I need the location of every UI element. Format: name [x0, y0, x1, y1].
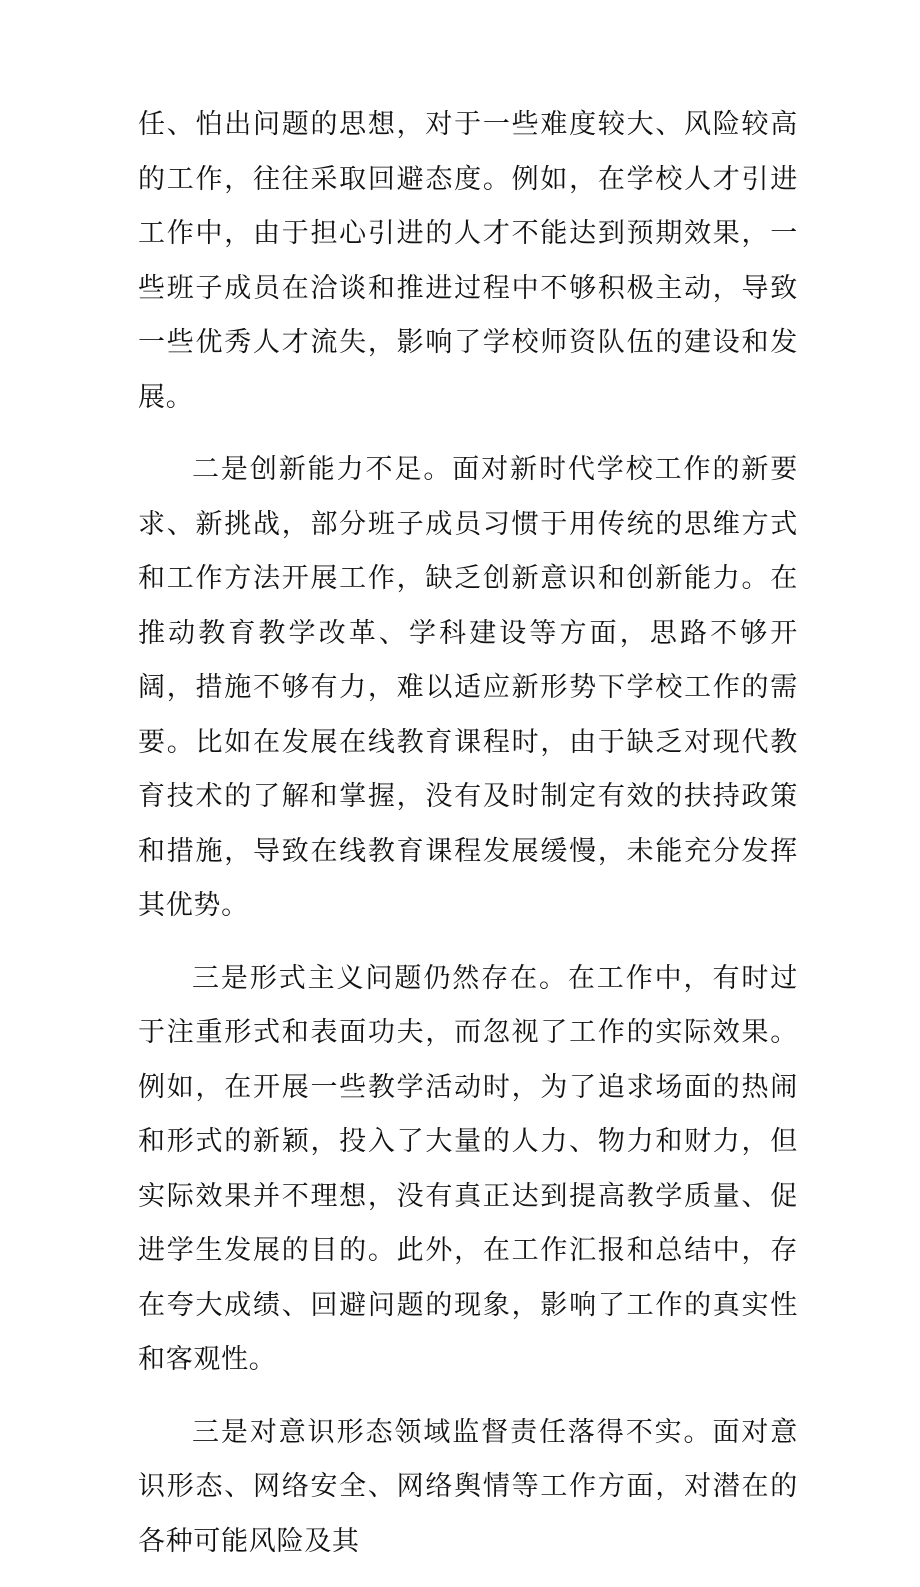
paragraph-formalism: 三是形式主义问题仍然存在。在工作中，有时过于注重形式和表面功夫，而忽视了工作的实际效果。例如，在开展一些教学活动时，为了追求场面的热闹和形式的新颖，投入了大量的人力、物力和财力，但实际效果并不理想，没有真正达到提高教学质量、促进学生发展的目的。此外，在工作汇报和总结中，存在夸大成绩、回避问题的现象，影响了工作的真实性和客观性。 — [138, 962, 798, 1375]
paragraph-innovation-ability: 二是创新能力不足。面对新时代学校工作的新要求、新挑战，部分班子成员习惯于用传统的思维方式和工作方法开展工作，缺乏创新意识和创新能力。在推动教育教学改革、学科建设等方面，思路不够开阔，措施不够有力，难以适应新形势下学校工作的需要。比如在发展在线教育课程时，由于缺乏对现代教育技术的了解和掌握，没有及时制定有效的扶持政策和措施，导致在线教育课程发展缓慢，未能充分发挥其优势。 — [138, 454, 798, 921]
document-body — [138, 98, 798, 1587]
paragraph-ideology-supervision: 三是对意识形态领域监督责任落得不实。面对意识形态、网络安全、网络舆情等工作方面，对潜在的各种可能风险及其 — [138, 1416, 798, 1557]
paragraph-continuation: 任、怕出问题的思想，对于一些难度较大、风险较高的工作，往往采取回避态度。例如，在学校人才引进工作中，由于担心引进的人才不能达到预期效果，一些班子成员在洽谈和推进过程中不够积极主动，导致一些优秀人才流失，影响了学校师资队伍的建设和发展。 — [138, 109, 798, 413]
